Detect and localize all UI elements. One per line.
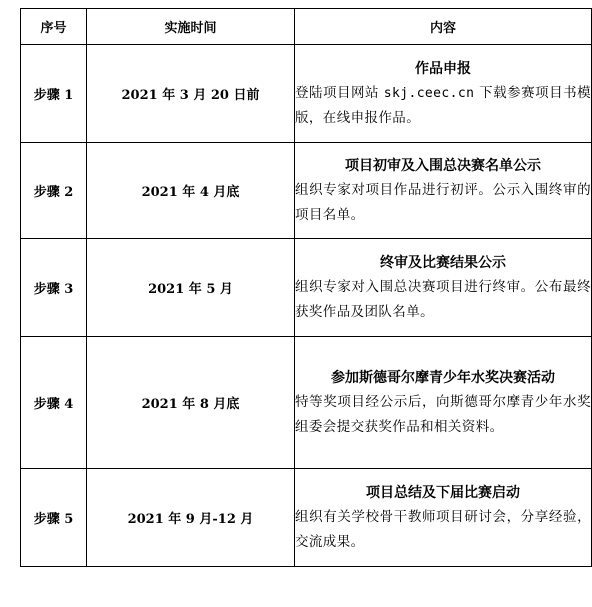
- time-cell: 2021 年 9 月-12 月: [87, 469, 295, 567]
- time-cell: 2021 年 5 月: [87, 239, 295, 337]
- content-title: 项目总结及下届比赛启动: [366, 484, 520, 501]
- step-label: 步骤 2: [21, 143, 87, 239]
- time-cell: 2021 年 3 月 20 日前: [87, 45, 295, 143]
- content-cell: [295, 45, 592, 143]
- table-row: [21, 469, 592, 567]
- content-description: 组织专家对项目作品进行初评。公示入围终审的项目名单。: [295, 181, 591, 223]
- header-no: 序号: [21, 9, 87, 45]
- table-header-row: [21, 9, 592, 45]
- content-description: 特等奖项目经公示后，向斯德哥尔摩青少年水奖组委会提交获奖作品和相关资料。: [295, 393, 591, 435]
- content-cell: [295, 143, 592, 239]
- table-row: [21, 239, 592, 337]
- content-description: 组织专家对入围总决赛项目进行终审。公布最终获奖作品及团队名单。: [295, 278, 591, 320]
- description-text: 下载参赛项目书模版，在线申报作品。: [295, 84, 591, 126]
- description-text: 登陆项目网站: [295, 84, 384, 101]
- step-label: 步骤 3: [21, 239, 87, 337]
- content-description: [295, 81, 591, 131]
- header-content: 内容: [295, 9, 592, 45]
- content-title: 项目初审及入围总决赛名单公示: [345, 157, 541, 174]
- content-cell: [295, 469, 592, 567]
- table-row: [21, 143, 592, 239]
- content-description: 组织有关学校骨干教师项目研讨会，分享经验，交流成果。: [295, 508, 591, 550]
- header-time: 实施时间: [87, 9, 295, 45]
- step-label: 步骤 4: [21, 337, 87, 469]
- schedule-table: [20, 8, 592, 567]
- content-title: 终审及比赛结果公示: [380, 254, 506, 271]
- table-row: [21, 45, 592, 143]
- content-title: 作品申报: [415, 60, 471, 77]
- step-label: 步骤 1: [21, 45, 87, 143]
- step-label: 步骤 5: [21, 469, 87, 567]
- content-title: 参加斯德哥尔摩青少年水奖决赛活动: [331, 369, 555, 386]
- time-cell: 2021 年 4 月底: [87, 143, 295, 239]
- content-cell: [295, 337, 592, 469]
- website-url: skj.ceec.cn: [383, 85, 475, 101]
- table-row: [21, 337, 592, 469]
- time-cell: 2021 年 8 月底: [87, 337, 295, 469]
- content-cell: [295, 239, 592, 337]
